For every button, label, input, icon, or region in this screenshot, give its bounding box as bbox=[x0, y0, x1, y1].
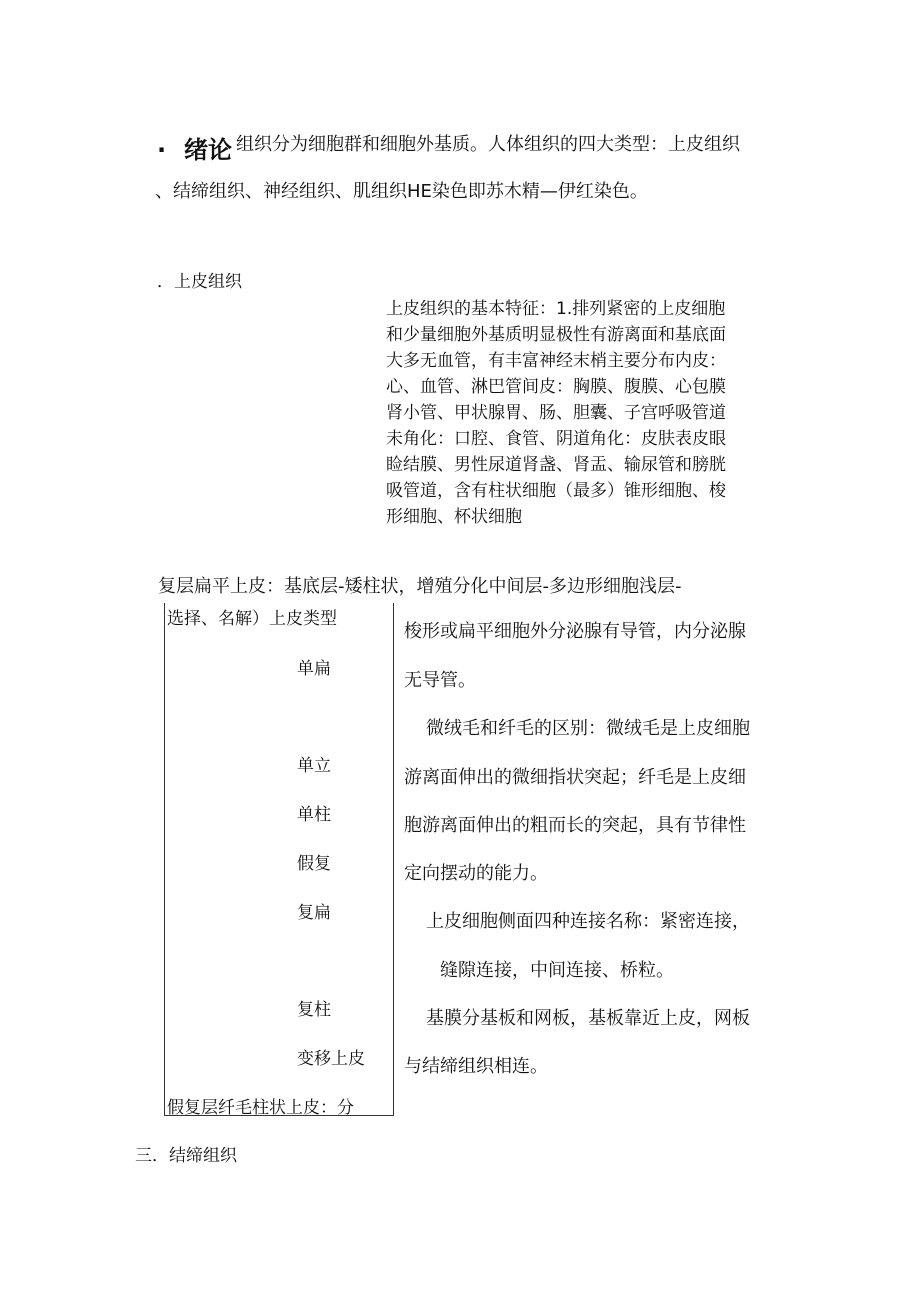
features-line: 上皮组织的基本特征：1.排列紧密的上皮细胞 bbox=[386, 299, 726, 319]
features-line: 和少量细胞外基质明显极性有游离面和基底面 bbox=[386, 325, 726, 345]
features-line: 未角化：口腔、食管、阴道角化：皮肤表皮眼 bbox=[386, 429, 726, 449]
notes-line: 缝隙连接，中间连接、桥粒。 bbox=[440, 960, 674, 981]
notes-line: 无导管。 bbox=[404, 670, 476, 691]
type-item: 变移上皮 bbox=[297, 1049, 365, 1069]
box-header: 选择、名解）上皮类型 bbox=[167, 609, 337, 629]
type-item: 单扁 bbox=[297, 659, 331, 679]
notes-line: 定向摆动的能力。 bbox=[404, 863, 548, 884]
features-line: 肾小管、甲状腺胃、肠、胆囊、子宫呼吸管道 bbox=[386, 403, 726, 423]
type-item: 复扁 bbox=[297, 903, 331, 923]
notes-line: 梭形或扁平细胞外分泌腺有导管，内分泌腺 bbox=[404, 621, 746, 642]
box-footer: 假复层纤毛柱状上皮：分 bbox=[167, 1098, 354, 1118]
notes-line: 与结缔组织相连。 bbox=[404, 1056, 548, 1077]
intro-title: 绪论 bbox=[184, 136, 232, 164]
features-line: 睑结膜、男性尿道肾盏、肾盂、输尿管和膀胱 bbox=[386, 455, 726, 475]
type-item: 假复 bbox=[297, 854, 331, 874]
type-item: 单柱 bbox=[297, 805, 331, 825]
notes-line: 微绒毛和纤毛的区别：微绒毛是上皮细胞 bbox=[426, 718, 750, 739]
features-line: 心、血管、淋巴管间皮：胸膜、腹膜、心包膜 bbox=[386, 377, 726, 397]
intro-line-1: 组织分为细胞群和细胞外基质。人体组织的四大类型：上皮组织 bbox=[236, 134, 740, 155]
section-heading-epithelium: ．上皮组织 bbox=[157, 272, 242, 292]
epithelium-features-paragraph bbox=[386, 296, 786, 530]
features-line: 大多无血管，有丰富神经末梢主要分布内皮： bbox=[386, 351, 726, 371]
type-item: 单立 bbox=[297, 756, 331, 776]
notes-line: 胞游离面伸出的粗而长的突起，具有节律性 bbox=[404, 815, 746, 836]
features-line: 形细胞、杯状细胞 bbox=[386, 507, 522, 527]
stratified-squamous-line: 复层扁平上皮：基底层-矮柱状，增殖分化中间层-多边形细胞浅层- bbox=[158, 576, 682, 597]
notes-line: 上皮细胞侧面四种连接名称：紧密连接， bbox=[426, 911, 750, 932]
notes-line: 游离面伸出的微细指状突起；纤毛是上皮细 bbox=[404, 767, 746, 788]
section-heading-connective: 三．结缔组织 bbox=[135, 1146, 237, 1166]
notes-line: 基膜分基板和网板，基板靠近上皮，网板 bbox=[426, 1008, 750, 1029]
type-item: 复柱 bbox=[297, 1000, 331, 1020]
features-line: 吸管道，含有柱状细胞（最多）锥形细胞、梭 bbox=[386, 481, 726, 501]
intro-bullet: . bbox=[157, 130, 167, 158]
epithelium-types-box bbox=[164, 603, 394, 1116]
intro-line-2: 、结缔组织、神经组织、肌组织HE染色即苏木精—伊红染色。 bbox=[155, 181, 648, 202]
